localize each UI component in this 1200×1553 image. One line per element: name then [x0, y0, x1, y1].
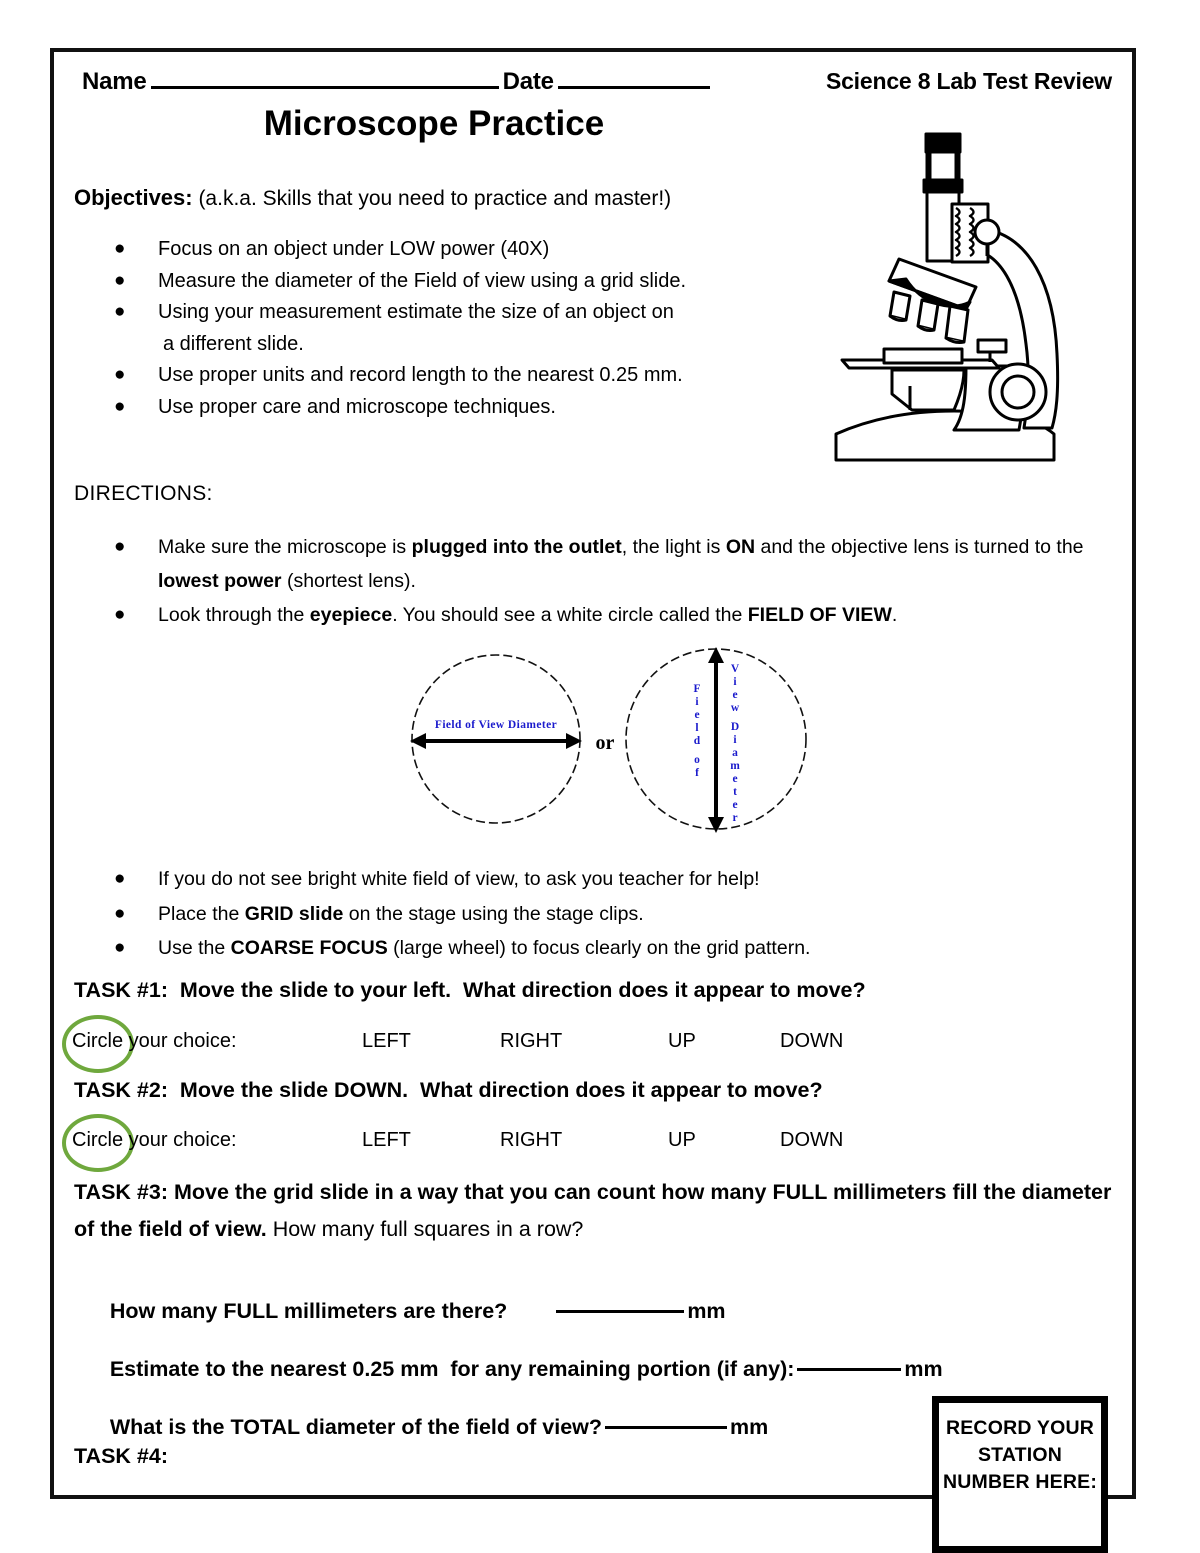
- bullet-icon: ●: [114, 902, 126, 924]
- objective-text: a different slide.: [163, 332, 304, 355]
- svg-text:e: e: [732, 799, 738, 811]
- list-item: [106, 897, 1116, 932]
- worksheet-page: [50, 48, 1136, 1499]
- station-box-line-1: RECORD YOUR: [945, 1417, 1095, 1439]
- list-item: [106, 862, 1116, 897]
- name-label: Name: [82, 68, 147, 95]
- svg-text:V: V: [730, 663, 740, 675]
- svg-text:i: i: [733, 676, 737, 688]
- bullet-icon: ●: [114, 238, 126, 259]
- answer-blank[interactable]: [556, 1310, 684, 1313]
- option-right-1[interactable]: RIGHT: [500, 1030, 563, 1052]
- option-left-2[interactable]: LEFT: [362, 1129, 411, 1151]
- list-item: [106, 530, 1116, 598]
- bullet-icon: ●: [114, 395, 126, 417]
- option-up-1[interactable]: UP: [668, 1030, 696, 1052]
- date-label: Date: [502, 68, 554, 95]
- header-row: [82, 68, 1112, 96]
- svg-text:o: o: [694, 754, 700, 766]
- direction-text: on the stage using the stage clips.: [343, 902, 644, 925]
- direction-emphasis: COARSE FOCUS: [230, 937, 388, 959]
- choice-label-rest: your choice:: [123, 1030, 237, 1052]
- bullet-icon: ●: [114, 536, 126, 557]
- svg-text:F: F: [693, 683, 701, 695]
- task-4-prompt: TASK #4:: [74, 1444, 168, 1468]
- direction-text: Use the: [158, 937, 231, 959]
- svg-text:e: e: [732, 773, 738, 785]
- question-text: What is the TOTAL diameter of the field of view?: [109, 1415, 603, 1439]
- svg-text:f: f: [695, 767, 699, 779]
- option-left-1[interactable]: LEFT: [362, 1030, 411, 1052]
- page-title: Microscope Practice: [263, 104, 605, 143]
- direction-emphasis: FIELD OF VIEW: [747, 604, 892, 626]
- direction-text: and the objective lens is turned to the: [755, 536, 1084, 558]
- list-item: [106, 931, 1116, 966]
- svg-text:i: i: [695, 696, 699, 708]
- direction-emphasis: eyepiece: [309, 604, 393, 626]
- svg-text:l: l: [695, 722, 699, 734]
- direction-text: . You should see a white circle called the: [392, 604, 748, 626]
- option-down-1[interactable]: DOWN: [780, 1030, 844, 1052]
- list-item: [106, 598, 1116, 632]
- question-total-diameter: [74, 1390, 768, 1465]
- svg-text:r: r: [732, 812, 738, 824]
- choice-label-rest: your choice:: [123, 1129, 237, 1151]
- direction-text: If you do not see bright white field of view, to ask you teacher for help!: [158, 868, 760, 890]
- objective-text: Use proper units and record length to the nearest 0.25 mm.: [158, 364, 683, 386]
- objective-text: Focus on an object under LOW power (40X): [158, 238, 550, 260]
- direction-emphasis: GRID slide: [244, 902, 344, 925]
- bullet-icon: ●: [114, 301, 126, 322]
- option-up-2[interactable]: UP: [668, 1129, 696, 1151]
- fov-connector-label: or: [595, 732, 615, 754]
- svg-text:i: i: [733, 734, 737, 746]
- option-down-2[interactable]: DOWN: [780, 1129, 844, 1151]
- option-right-2[interactable]: RIGHT: [500, 1129, 563, 1151]
- direction-text: .: [891, 604, 898, 626]
- direction-text: Place the: [158, 902, 245, 925]
- objectives-heading: [74, 185, 671, 211]
- task-3-prompt: [74, 1174, 1114, 1248]
- unit-label: mm: [687, 1299, 726, 1323]
- svg-text:D: D: [730, 721, 740, 733]
- answer-blank[interactable]: [605, 1426, 727, 1429]
- list-item: [106, 392, 806, 424]
- objectives-heading-bold: Objectives:: [74, 185, 193, 210]
- bullet-icon: ●: [114, 937, 126, 958]
- circle-instruction-1: [72, 1030, 237, 1053]
- task-1-choice-row: [72, 1030, 1072, 1060]
- list-item-continuation: [106, 329, 806, 361]
- svg-text:m: m: [730, 760, 740, 772]
- direction-text: (large wheel) to focus clearly on the grid pattern.: [387, 937, 811, 959]
- list-item: [106, 266, 806, 298]
- list-item: [106, 360, 806, 392]
- svg-text:e: e: [732, 689, 738, 701]
- svg-text:t: t: [733, 786, 737, 798]
- directions-list: [106, 530, 1116, 632]
- task-2-choice-row: [72, 1129, 1072, 1159]
- svg-text:d: d: [693, 735, 701, 747]
- field-of-view-diagram: [394, 637, 824, 842]
- answer-blank[interactable]: [797, 1368, 901, 1371]
- directions-heading: DIRECTIONS:: [74, 482, 213, 505]
- direction-text: (shortest lens).: [281, 570, 416, 592]
- bullet-icon: ●: [114, 364, 126, 385]
- course-title: Science 8 Lab Test Review: [825, 68, 1112, 94]
- direction-emphasis: ON: [725, 536, 756, 558]
- circle-instruction-2: [72, 1129, 237, 1152]
- direction-emphasis: plugged into the outlet: [411, 536, 622, 558]
- name-blank-line[interactable]: [151, 86, 499, 89]
- task-3-bold: TASK #3: Move the grid slide in a way that you can count how many FULL millimeters fill the diameter of the field of view.: [74, 1180, 1112, 1241]
- list-item: [106, 297, 806, 329]
- objectives-list: [106, 234, 806, 423]
- question-text: Estimate to the nearest 0.25 mm for any remaining portion (if any):: [109, 1357, 795, 1381]
- objective-text: Measure the diameter of the Field of view using a grid slide.: [158, 269, 687, 292]
- objectives-heading-rest: (a.k.a. Skills that you need to practice and master!): [192, 187, 672, 210]
- unit-label: mm: [904, 1357, 943, 1381]
- date-blank-line[interactable]: [558, 86, 710, 89]
- task-2-prompt: TASK #2: Move the slide DOWN. What direction does it appear to move?: [74, 1078, 823, 1102]
- circle-word: Circle: [72, 1030, 124, 1052]
- question-text: How many FULL millimeters are there?: [109, 1299, 508, 1323]
- bullet-icon: ●: [114, 868, 126, 889]
- direction-emphasis: lowest power: [158, 570, 282, 592]
- station-box-line-3: NUMBER HERE:: [942, 1471, 1098, 1493]
- direction-text: Look through the: [158, 604, 310, 626]
- directions-list-continued: [106, 862, 1116, 966]
- station-number-box: [932, 1396, 1108, 1553]
- station-box-line-2: STATION: [977, 1444, 1063, 1466]
- direction-text: Make sure the microscope is: [158, 536, 412, 558]
- svg-text:a: a: [732, 747, 738, 759]
- bullet-icon: ●: [114, 269, 126, 291]
- svg-text:w: w: [730, 702, 740, 714]
- bullet-icon: ●: [114, 604, 126, 625]
- task-1-prompt: TASK #1: Move the slide to your left. What direction does it appear to move?: [74, 978, 866, 1002]
- microscope-illustration: [814, 104, 1104, 476]
- list-item: [106, 234, 806, 266]
- unit-label: mm: [730, 1415, 769, 1439]
- svg-text:e: e: [694, 709, 700, 721]
- circle-word: Circle: [72, 1129, 124, 1151]
- task-3-regular: How many full squares in a row?: [266, 1217, 584, 1241]
- direction-text: , the light is: [621, 536, 726, 558]
- objective-text: Using your measurement estimate the size of an object on: [158, 301, 674, 323]
- objective-text: Use proper care and microscope techniques.: [158, 395, 556, 418]
- fov-left-label: Field of View Diameter: [434, 719, 558, 731]
